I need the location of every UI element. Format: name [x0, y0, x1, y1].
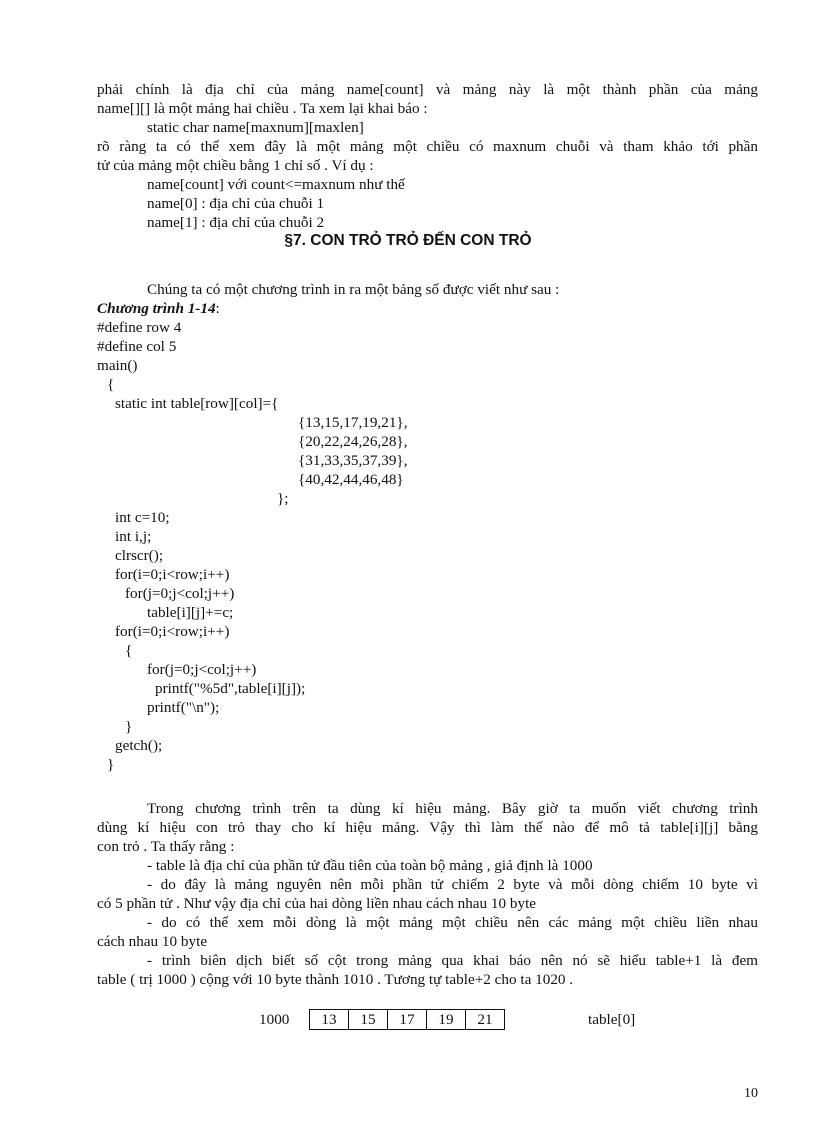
- program-label: Chương trình 1-14: [97, 300, 216, 317]
- explain-line-1: Trong chương trình trên ta dùng kí hiệu mảng. Bây giờ ta muốn viết chương trình: [147, 800, 758, 817]
- explain-line-3: con trỏ . Ta thấy rằng :: [97, 838, 235, 855]
- section-heading: §7. CON TRỎ TRỎ ĐẾN CON TRỎ: [284, 232, 532, 249]
- example-line-3: name[1] : địa chỉ của chuỗi 2: [147, 214, 325, 231]
- code-line: {20,22,24,26,28},: [298, 433, 408, 450]
- bullet-4-line-1: - trình biên dịch biết số cột trong mảng qua khai báo nên nó sẽ hiểu table+1 là đem: [147, 952, 758, 969]
- code-line: {40,42,44,46,48}: [298, 471, 404, 488]
- array-cell: 21: [477, 1011, 493, 1028]
- code-line: printf("\n");: [147, 699, 220, 716]
- code-line: };: [277, 490, 289, 507]
- bullet-3-line-1: - do có thể xem mỗi dòng là một mảng một chiều nên các mảng một chiều liền nhau: [147, 914, 758, 931]
- code-line: main(): [97, 357, 138, 374]
- code-line: int c=10;: [115, 509, 170, 526]
- intro-declaration: static char name[maxnum][maxlen]: [147, 119, 364, 136]
- code-line: }: [107, 756, 115, 773]
- code-line: {31,33,35,37,39},: [298, 452, 408, 469]
- array-cell: 13: [310, 1010, 349, 1029]
- program-label-line: [97, 299, 220, 318]
- code-line: #define row 4: [97, 319, 182, 336]
- example-line-1: name[count] với count<=maxnum như thế: [147, 176, 405, 193]
- diagram-address: 1000: [259, 1011, 290, 1028]
- code-line: }: [125, 718, 133, 735]
- bullet-2-line-2: có 5 phần tử . Như vậy địa chỉ của hai dòng liền nhau cách nhau 10 byte: [97, 895, 537, 912]
- bullet-1: - table là địa chỉ của phần tử đầu tiên của toàn bộ mảng , giả định là 1000: [147, 857, 593, 874]
- code-line: getch();: [115, 737, 163, 754]
- code-line: for(i=0;i<row;i++): [115, 623, 230, 640]
- code-line: clrscr();: [115, 547, 164, 564]
- code-line: for(j=0;j<col;j++): [147, 661, 257, 678]
- code-line: {: [125, 642, 133, 659]
- code-line: {: [107, 376, 115, 393]
- code-line: int i,j;: [115, 528, 152, 545]
- array-cell: 15: [349, 1010, 388, 1029]
- program-label-colon: :: [215, 300, 220, 317]
- code-line: static int table[row][col]={: [115, 395, 279, 412]
- explain-line-2: dùng kí hiệu con trỏ thay cho kí hiệu mảng. Vậy thì làm thế nào để mô tả table[i][j] bằng: [97, 819, 758, 836]
- intro-line-2: name[][] là một mảng hai chiều . Ta xem lại khai báo :: [97, 100, 428, 117]
- bullet-4-line-2: table ( trị 1000 ) cộng với 10 byte thành 1010 . Tương tự table+2 cho ta 1020 .: [97, 971, 574, 988]
- page-number: 10: [744, 1086, 758, 1101]
- code-line: #define col 5: [97, 338, 177, 355]
- array-row-box: [309, 1009, 505, 1030]
- code-line: {13,15,17,19,21},: [298, 414, 408, 431]
- diagram-label: table[0]: [588, 1011, 636, 1028]
- intro-line-1: phải chính là địa chỉ của mảng name[count] và mảng này là một thành phần của mảng: [97, 81, 758, 98]
- example-line-2: name[0] : địa chỉ của chuỗi 1: [147, 195, 325, 212]
- code-line: for(j=0;j<col;j++): [125, 585, 235, 602]
- code-line: table[i][j]+=c;: [147, 604, 234, 621]
- lead-text: Chúng ta có một chương trình in ra một bảng số được viết như sau :: [147, 281, 560, 298]
- code-line: printf("%5d",table[i][j]);: [155, 680, 306, 697]
- intro-line-3: rõ ràng ta có thể xem đây là một mảng một chiều có maxnum chuỗi và tham khảo tới phần: [97, 138, 758, 155]
- bullet-2-line-1: - do đây là mảng nguyên nên mỗi phần tử chiếm 2 byte và mỗi dòng chiếm 10 byte vì: [147, 876, 758, 893]
- array-cell: 19: [427, 1010, 466, 1029]
- bullet-3-line-2: cách nhau 10 byte: [97, 933, 208, 950]
- intro-line-4: tử của mảng một chiều bằng 1 chỉ số . Ví dụ :: [97, 157, 374, 174]
- array-cell: 17: [388, 1010, 427, 1029]
- code-line: for(i=0;i<row;i++): [115, 566, 230, 583]
